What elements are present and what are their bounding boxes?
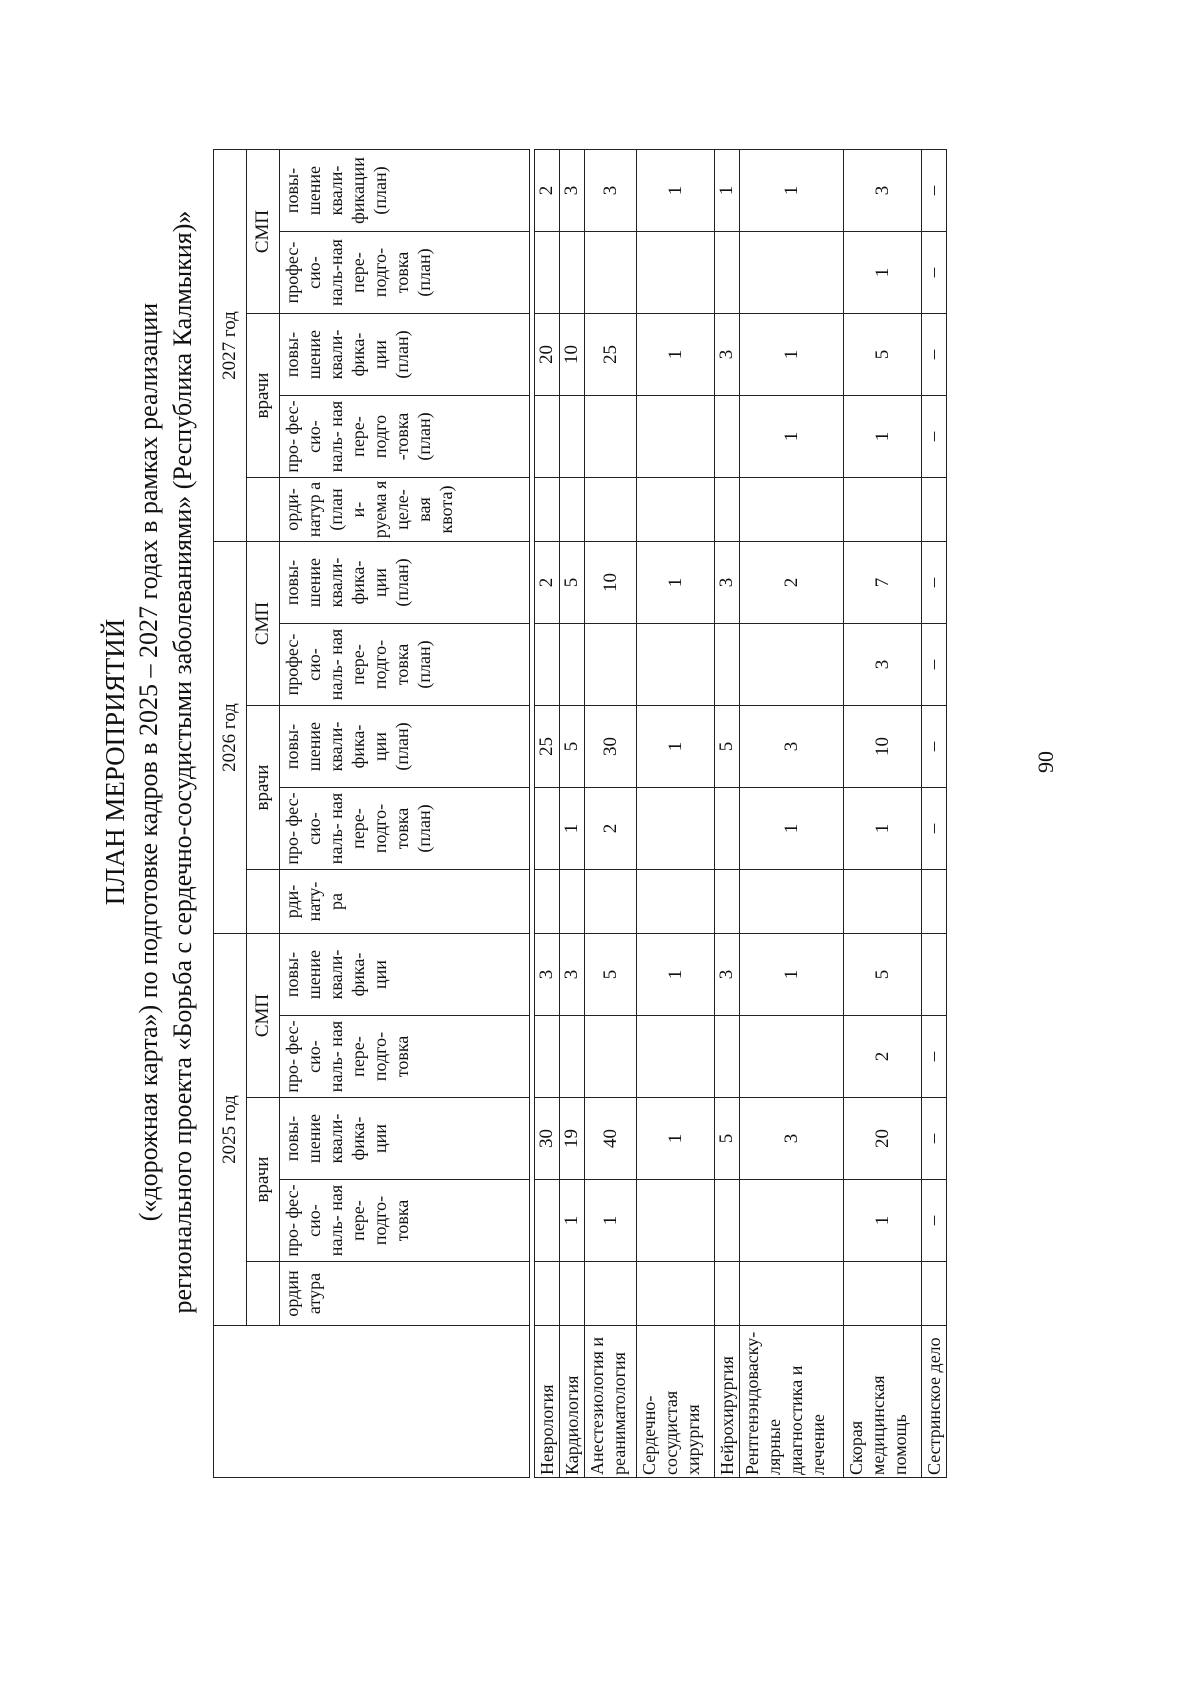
value-cell xyxy=(535,788,560,870)
value-cell: 3 xyxy=(560,150,585,232)
rotated-document xyxy=(78,0,1078,1552)
value-cell xyxy=(585,478,637,542)
document-subtitle-line-2: регионального проекта «Борьба с сердечно-сосудистыми заболеваниями» (Республика Калмыкия)» xyxy=(168,210,197,1314)
nurses-2025-header: СМП xyxy=(247,934,280,1098)
subheader-cell: повы- шение квали- фика- ции (план) xyxy=(280,706,530,788)
value-cell: 1 xyxy=(844,232,922,314)
empty-group-cell xyxy=(247,1262,280,1326)
year-2026-header: 2026 год xyxy=(214,542,247,934)
value-cell: 1 xyxy=(844,1180,922,1262)
specialty-name: Кардиология xyxy=(560,1326,585,1478)
value-cell: 1 xyxy=(560,788,585,870)
empty-group-cell xyxy=(247,870,280,934)
subheader-cell: про- фес- сио- наль- ная пере- подго -товка (план) xyxy=(280,396,530,478)
value-cell: 3 xyxy=(535,934,560,1016)
value-cell xyxy=(715,624,740,706)
specialty-name: Рентгенэндоваску- лярные диагностика и лечение xyxy=(740,1326,844,1478)
table-row xyxy=(922,150,947,1478)
value-cell xyxy=(637,870,715,934)
value-cell: 3 xyxy=(715,314,740,396)
value-cell xyxy=(535,1180,560,1262)
value-cell xyxy=(922,478,947,542)
value-cell: 1 xyxy=(637,150,715,232)
specialty-name: Сестринское дело xyxy=(922,1326,947,1478)
value-cell: 1 xyxy=(560,1180,585,1262)
value-cell xyxy=(637,396,715,478)
value-cell xyxy=(585,870,637,934)
value-cell: 1 xyxy=(637,934,715,1016)
value-cell: 5 xyxy=(715,706,740,788)
table-row xyxy=(715,150,740,1478)
value-cell xyxy=(560,232,585,314)
value-cell: 40 xyxy=(585,1098,637,1180)
value-cell xyxy=(637,1016,715,1098)
value-cell xyxy=(715,788,740,870)
value-cell xyxy=(535,232,560,314)
specialty-name: Анестезиология и реаниматология xyxy=(585,1326,637,1478)
value-cell xyxy=(535,1262,560,1326)
value-cell: 2 xyxy=(844,1016,922,1098)
value-cell xyxy=(922,870,947,934)
table-row xyxy=(585,150,637,1478)
value-cell: 10 xyxy=(560,314,585,396)
value-cell: – xyxy=(922,1180,947,1262)
subheader-row xyxy=(280,150,530,1478)
value-cell xyxy=(637,1180,715,1262)
value-cell: 3 xyxy=(715,934,740,1016)
value-cell xyxy=(715,1262,740,1326)
value-cell xyxy=(535,870,560,934)
value-cell: 5 xyxy=(560,542,585,624)
value-cell: 3 xyxy=(715,542,740,624)
value-cell: 2 xyxy=(585,788,637,870)
value-cell xyxy=(560,624,585,706)
value-cell: 30 xyxy=(585,706,637,788)
value-cell: 5 xyxy=(715,1098,740,1180)
value-cell: 19 xyxy=(560,1098,585,1180)
nurses-2027-header: СМП xyxy=(247,150,280,314)
value-cell: 3 xyxy=(740,1098,844,1180)
value-cell: 2 xyxy=(535,150,560,232)
value-cell: 1 xyxy=(637,542,715,624)
value-cell: 5 xyxy=(844,314,922,396)
value-cell xyxy=(740,1180,844,1262)
doctors-2027-header: врачи xyxy=(247,314,280,478)
value-cell xyxy=(637,788,715,870)
training-plan-table xyxy=(213,149,947,1478)
value-cell: 5 xyxy=(585,934,637,1016)
value-cell: 3 xyxy=(844,150,922,232)
value-cell: 2 xyxy=(535,542,560,624)
value-cell: 1 xyxy=(740,314,844,396)
value-cell: – xyxy=(922,396,947,478)
table-row xyxy=(535,150,560,1478)
value-cell xyxy=(715,396,740,478)
subheader-cell: повы- шение квали- фика- ции xyxy=(280,934,530,1016)
value-cell xyxy=(560,478,585,542)
year-header-row xyxy=(214,150,247,1478)
subheader-cell: рди- нату- ра xyxy=(280,870,530,934)
value-cell: 1 xyxy=(715,150,740,232)
value-cell xyxy=(560,1262,585,1326)
value-cell: 10 xyxy=(585,542,637,624)
value-cell xyxy=(637,624,715,706)
value-cell: – xyxy=(922,542,947,624)
document-subtitle-line-1: («дорожная карта») по подготовке кадров в 2025 – 2027 годах в рамках реализации xyxy=(134,302,163,1222)
empty-group-cell xyxy=(247,478,280,542)
value-cell xyxy=(844,1262,922,1326)
value-cell: – xyxy=(922,706,947,788)
subheader-cell: повы- шение квали- фика- ции xyxy=(280,1098,530,1180)
value-cell: 1 xyxy=(740,396,844,478)
value-cell xyxy=(560,1016,585,1098)
group-header-row xyxy=(247,150,280,1478)
value-cell xyxy=(715,232,740,314)
value-cell: 3 xyxy=(740,706,844,788)
value-cell xyxy=(535,478,560,542)
value-cell xyxy=(560,870,585,934)
value-cell: 30 xyxy=(535,1098,560,1180)
value-cell: 3 xyxy=(844,624,922,706)
value-cell xyxy=(844,478,922,542)
value-cell xyxy=(740,624,844,706)
subheader-cell: повы- шение квали- фика- ции (план) xyxy=(280,314,530,396)
value-cell: – xyxy=(922,150,947,232)
doctors-2025-header: врачи xyxy=(247,1098,280,1262)
value-cell: 1 xyxy=(637,314,715,396)
value-cell xyxy=(560,396,585,478)
subheader-cell: про- фес- сио- наль- ная пере- подго- товка xyxy=(280,1180,530,1262)
value-cell: – xyxy=(922,1098,947,1180)
value-cell xyxy=(715,870,740,934)
subheader-cell: про- фес- сио- наль- ная пере- подго- товка (план) xyxy=(280,788,530,870)
nurses-2026-header: СМП xyxy=(247,542,280,706)
value-cell: 1 xyxy=(740,150,844,232)
value-cell: 25 xyxy=(535,706,560,788)
value-cell xyxy=(922,1262,947,1326)
page-number: 90 xyxy=(1033,751,1058,773)
value-cell xyxy=(922,934,947,1016)
value-cell xyxy=(535,396,560,478)
value-cell: 1 xyxy=(740,788,844,870)
value-cell: 1 xyxy=(585,1180,637,1262)
value-cell xyxy=(740,1016,844,1098)
value-cell: 2 xyxy=(740,542,844,624)
value-cell xyxy=(715,1180,740,1262)
specialty-header-cell xyxy=(214,1326,530,1478)
value-cell: 20 xyxy=(844,1098,922,1180)
value-cell xyxy=(740,870,844,934)
value-cell xyxy=(585,396,637,478)
value-cell: 3 xyxy=(585,150,637,232)
value-cell: 1 xyxy=(740,934,844,1016)
value-cell xyxy=(637,478,715,542)
year-2027-header: 2027 год xyxy=(214,150,247,542)
value-cell: 25 xyxy=(585,314,637,396)
subheader-cell: повы- шение квали- фикации (план) xyxy=(280,150,530,232)
table-row xyxy=(740,150,844,1478)
year-2025-header: 2025 год xyxy=(214,934,247,1326)
value-cell: 1 xyxy=(844,396,922,478)
value-cell: 5 xyxy=(560,706,585,788)
value-cell: 5 xyxy=(844,934,922,1016)
value-cell xyxy=(585,624,637,706)
value-cell: – xyxy=(922,232,947,314)
specialty-name: Неврология xyxy=(535,1326,560,1478)
value-cell xyxy=(637,232,715,314)
value-cell xyxy=(844,870,922,934)
table-row xyxy=(637,150,715,1478)
value-cell: – xyxy=(922,788,947,870)
value-cell: 3 xyxy=(560,934,585,1016)
subheader-cell: повы- шение квали- фика- ции (план) xyxy=(280,542,530,624)
value-cell xyxy=(585,1016,637,1098)
value-cell: 10 xyxy=(844,706,922,788)
document-title: ПЛАН МЕРОПРИЯТИЙ xyxy=(100,618,130,906)
value-cell xyxy=(535,1016,560,1098)
table-row xyxy=(844,150,922,1478)
value-cell xyxy=(740,232,844,314)
value-cell: – xyxy=(922,1016,947,1098)
value-cell xyxy=(637,1262,715,1326)
specialty-name: Скорая медицинская помощь xyxy=(844,1326,922,1478)
subheader-cell: профес- сио- наль- ная пере- подго- товка (план) xyxy=(280,624,530,706)
value-cell xyxy=(740,1262,844,1326)
value-cell xyxy=(715,1016,740,1098)
subheader-cell: орди- натур а (план и- руема я целе- вая квота) xyxy=(280,478,530,542)
value-cell: – xyxy=(922,624,947,706)
value-cell: – xyxy=(922,314,947,396)
subheader-cell: ордин атура xyxy=(280,1262,530,1326)
value-cell xyxy=(585,232,637,314)
value-cell xyxy=(715,478,740,542)
table-row xyxy=(560,150,585,1478)
specialty-name: Сердечно- сосудистая хирургия xyxy=(637,1326,715,1478)
value-cell: 1 xyxy=(637,1098,715,1180)
subheader-cell: профес- сио- наль-ная пере- подго- товка (план) xyxy=(280,232,530,314)
value-cell: 1 xyxy=(637,706,715,788)
value-cell: 7 xyxy=(844,542,922,624)
value-cell xyxy=(535,624,560,706)
value-cell: 20 xyxy=(535,314,560,396)
specialty-name: Нейрохирургия xyxy=(715,1326,740,1478)
value-cell xyxy=(740,478,844,542)
value-cell: 1 xyxy=(844,788,922,870)
doctors-2026-header: врачи xyxy=(247,706,280,870)
subheader-cell: про- фес- сио- наль- ная пере- подго- товка xyxy=(280,1016,530,1098)
value-cell xyxy=(585,1262,637,1326)
